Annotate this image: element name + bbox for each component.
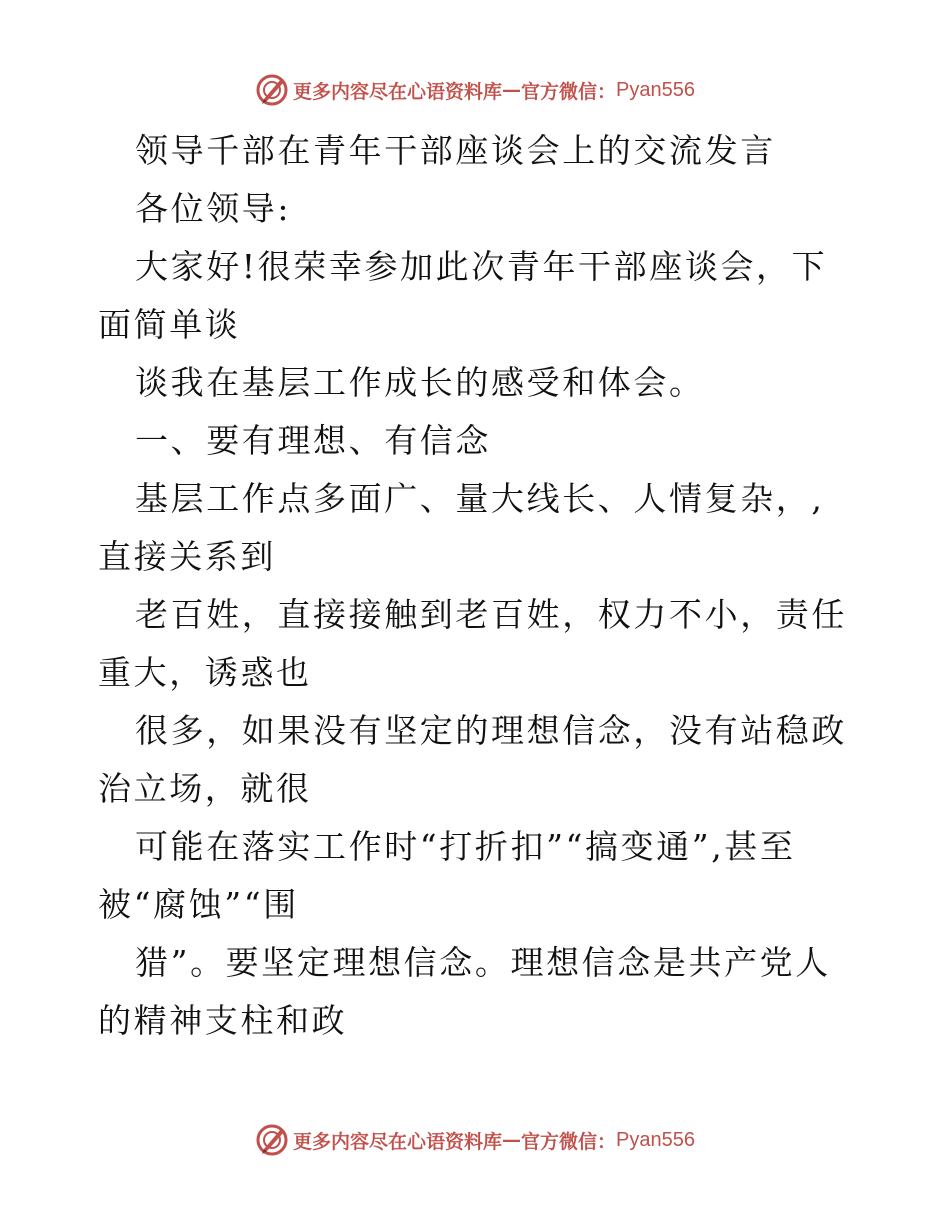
pen-logo-icon (255, 1123, 289, 1157)
document-title: 领导千部在青年干部座谈会上的交流发言 (135, 131, 776, 170)
paragraph-line: 基层工作点多面广、量大线长、人情复杂，,直接关系到 (98, 479, 825, 576)
paragraph-line: 大家好!很荣幸参加此次青年干部座谈会，下面简单谈 (98, 247, 828, 344)
document-salutation: 各位领导: (135, 189, 292, 228)
banner-brand-text: 更多内容尽在心语资料库 (293, 80, 503, 103)
banner-separator: — (502, 79, 522, 101)
paragraph-line: 很多，如果没有坚定的理想信念，没有站稳政治立场，就很 (98, 711, 847, 808)
banner-wechat-label: 官方微信： (521, 1130, 617, 1153)
banner-separator: — (502, 1129, 522, 1151)
banner-brand-text: 更多内容尽在心语资料库 (293, 1130, 503, 1153)
banner-wechat-id: Pyan556 (616, 78, 695, 101)
header-watermark-banner (0, 70, 950, 110)
banner-wechat-id: Pyan556 (616, 1128, 695, 1151)
paragraph-line: 可能在落实工作时“打折扣”“搞变通”,甚至被“腐蚀”“围 (98, 827, 796, 924)
document-body (98, 122, 858, 1050)
section-heading: 一、要有理想、有信念 (135, 421, 491, 460)
banner-wechat-label: 官方微信： (521, 80, 617, 103)
footer-watermark-banner (0, 1120, 950, 1160)
pen-logo-icon (255, 73, 289, 107)
paragraph-line: 老百姓，直接接触到老百姓，权力不小，责任重大，诱惑也 (98, 595, 847, 692)
paragraph-line: 猎”。要坚定理想信念。理想信念是共产党人的精神支柱和政 (98, 943, 831, 1040)
paragraph-line: 谈我在基层工作成长的感受和体会。 (135, 363, 705, 402)
